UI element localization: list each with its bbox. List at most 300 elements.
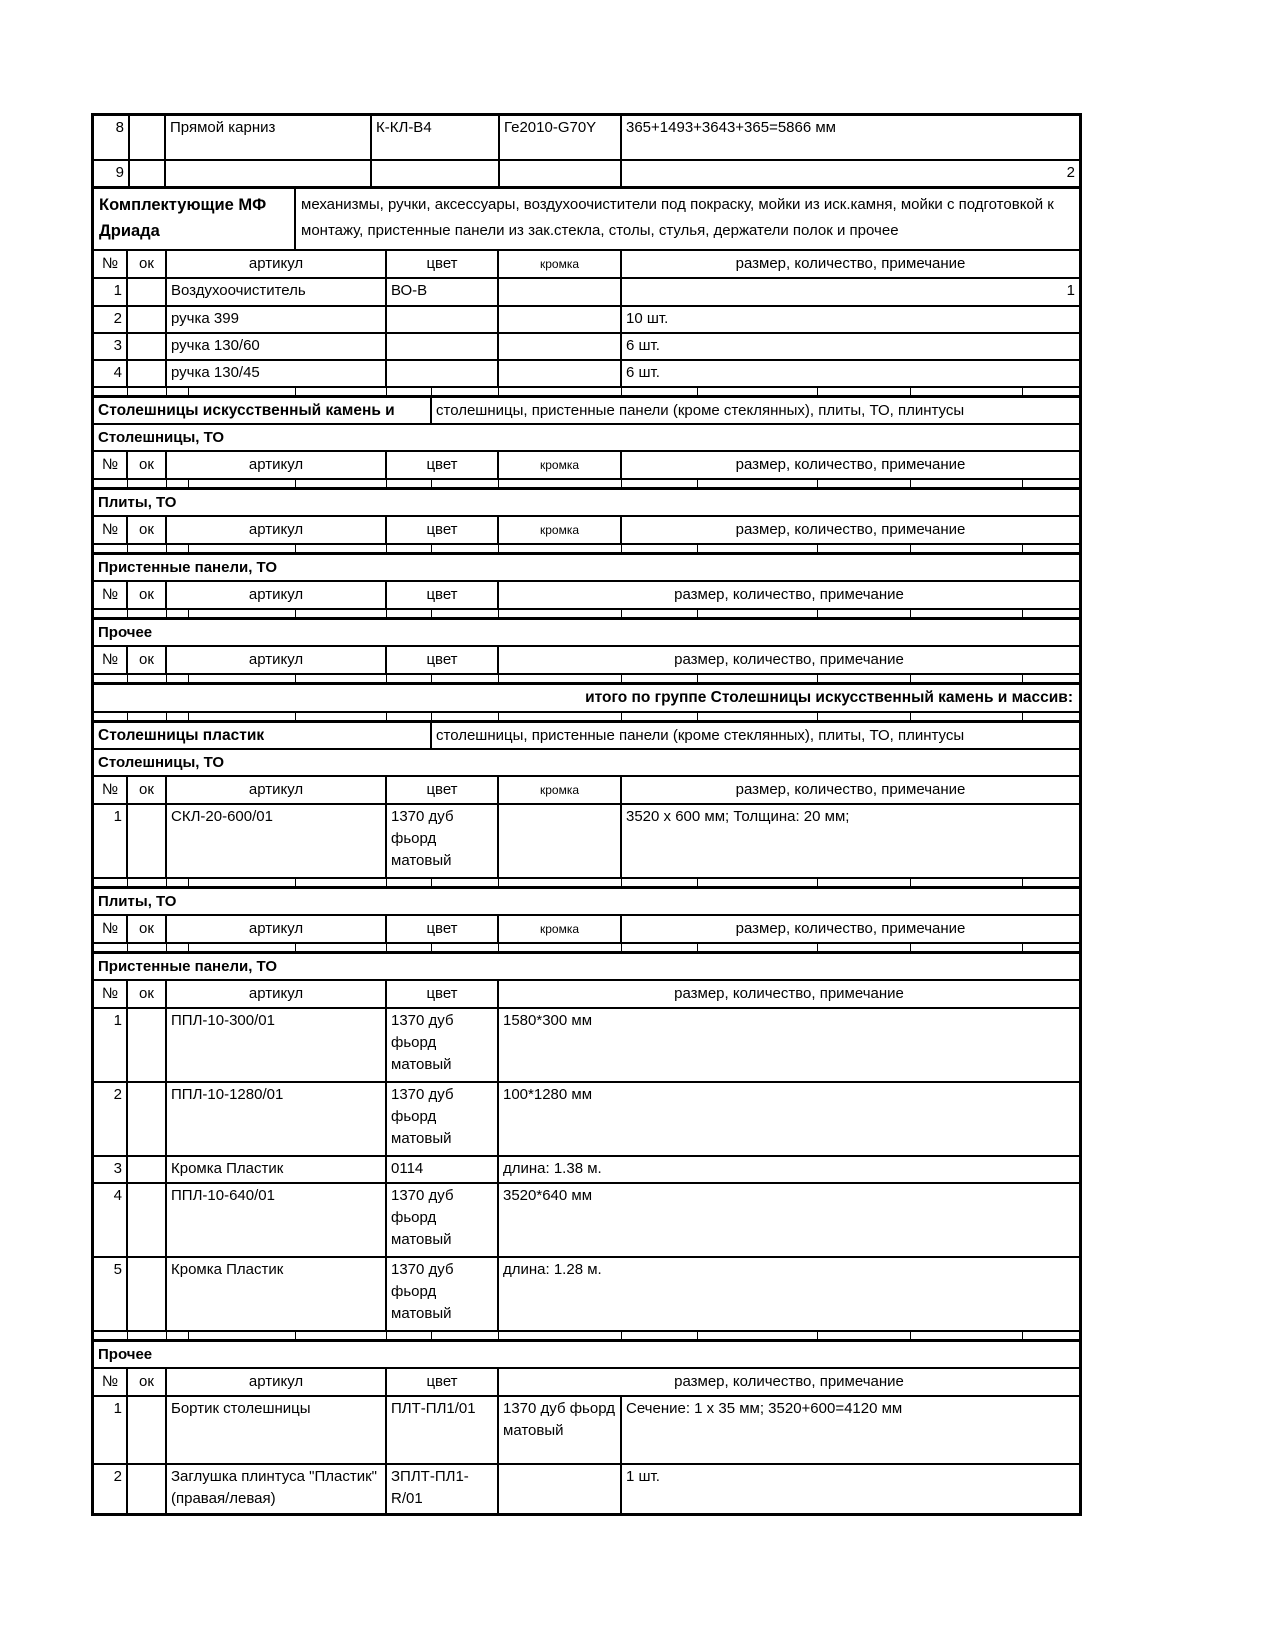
table-cell — [622, 480, 698, 487]
column-header-cell: № — [94, 251, 128, 277]
table-cell — [432, 879, 499, 886]
table-cell — [296, 610, 387, 617]
table-cell — [189, 879, 296, 886]
column-header-cell: размер, количество, примечание — [735, 920, 966, 937]
table-cell: Столешницы пластик — [94, 723, 432, 748]
column-header-cell: артикул — [167, 981, 387, 1007]
table-cell — [94, 388, 128, 395]
column-header-row — [94, 647, 1079, 675]
spacer-row — [94, 1332, 1079, 1342]
column-header-cell: цвет — [387, 647, 499, 673]
table-cell — [94, 1332, 128, 1339]
table-cell — [387, 879, 432, 886]
table-cell — [387, 944, 432, 951]
table-cell — [432, 545, 499, 552]
table-cell: 5 — [94, 1258, 128, 1330]
table-cell: Кромка Пластик — [167, 1157, 387, 1182]
table-cell — [94, 480, 128, 487]
column-header-cell: артикул — [167, 251, 387, 277]
table-cell: 2 — [94, 307, 128, 332]
column-header-cell: кромка — [499, 916, 622, 942]
table-cell — [167, 388, 189, 395]
column-header-cell: ок — [128, 777, 167, 803]
table-cell — [387, 610, 432, 617]
table-cell: 1 — [94, 1009, 128, 1081]
table-cell — [499, 805, 622, 877]
column-header-cell: артикул — [167, 1369, 387, 1395]
spacer-row — [94, 545, 1079, 555]
table-cell — [94, 545, 128, 552]
table-cell — [432, 610, 499, 617]
table-cell — [1023, 713, 1079, 720]
table-cell — [128, 675, 167, 682]
table-cell — [128, 1009, 167, 1081]
column-header-row — [94, 916, 1079, 944]
table-cell — [167, 879, 189, 886]
table-row — [94, 1157, 1079, 1184]
table-row — [94, 307, 1079, 334]
column-header-row — [94, 1369, 1079, 1397]
table-cell — [698, 1332, 818, 1339]
table-cell: 1370 дуб фьорд матовый — [387, 1184, 499, 1256]
table-cell — [911, 610, 1023, 617]
table-cell: 0114 — [387, 1157, 499, 1182]
group-total-row — [94, 685, 1079, 713]
table-cell — [128, 334, 167, 359]
table-cell — [499, 307, 622, 332]
table-cell: 2 — [94, 1465, 128, 1513]
table-row — [94, 805, 1079, 879]
column-header-row — [94, 582, 1079, 610]
table-cell: К-КЛ-В4 — [372, 116, 500, 159]
table-cell — [296, 944, 387, 951]
table-cell — [622, 879, 698, 886]
table-cell: Столешницы, ТО — [98, 428, 225, 446]
table-cell — [698, 713, 818, 720]
table-cell: механизмы, ручки, аксессуары, воздухоочистители под покраску, мойки из иск.камня, мойки с подготовкой к монтажу, пристенные панели из зак.стекла, столы, стулья, держатели полок и прочее — [301, 196, 1054, 239]
table-cell — [1023, 1332, 1079, 1339]
table-cell — [128, 388, 167, 395]
table-cell: итого по группе Столешницы искусственный камень и массив: — [585, 689, 1073, 706]
table-cell: 10 шт. — [626, 310, 669, 327]
table-cell — [130, 116, 166, 159]
subsection-title-row — [94, 425, 1079, 452]
table-cell — [432, 480, 499, 487]
table-cell — [499, 480, 622, 487]
table-cell: Ге2010-G70Y — [500, 116, 622, 159]
column-header-row — [94, 981, 1079, 1009]
table-cell — [296, 545, 387, 552]
column-header-cell: № — [94, 517, 128, 543]
table-cell — [387, 307, 499, 332]
table-cell: ручка 130/60 — [167, 334, 387, 359]
table-cell: ППЛ-10-640/01 — [167, 1184, 387, 1256]
column-header-cell: артикул — [167, 517, 387, 543]
table-cell — [296, 675, 387, 682]
table-row — [94, 1184, 1079, 1258]
table-cell: 6 шт. — [626, 337, 660, 354]
spacer-row — [94, 879, 1079, 889]
table-cell: 1 — [1066, 282, 1075, 299]
table-cell — [622, 713, 698, 720]
table-cell — [499, 361, 622, 386]
table-cell — [189, 545, 296, 552]
table-cell — [499, 713, 622, 720]
table-cell — [818, 545, 911, 552]
table-cell — [94, 610, 128, 617]
table-row — [94, 334, 1079, 361]
table-cell: Пристенные панели, ТО — [98, 558, 277, 576]
table-cell: Воздухоочиститель — [167, 279, 387, 305]
table-cell: 4 — [94, 1184, 128, 1256]
table-cell — [128, 1465, 167, 1513]
column-header-cell: цвет — [387, 452, 499, 478]
spacer-row — [94, 388, 1079, 398]
column-header-cell: № — [94, 452, 128, 478]
column-header-cell: размер, количество, примечание — [735, 781, 966, 798]
table-cell — [818, 388, 911, 395]
table-cell — [167, 480, 189, 487]
table-cell — [94, 675, 128, 682]
table-cell — [128, 1397, 167, 1463]
table-cell: Заглушка плинтуса "Пластик" (правая/левая) — [167, 1465, 387, 1513]
table-cell — [1023, 480, 1079, 487]
table-cell: Прочее — [98, 623, 153, 641]
column-header-cell: ок — [128, 647, 167, 673]
table-cell — [128, 1332, 167, 1339]
column-header-cell: размер, количество, примечание — [735, 521, 966, 538]
column-header-cell: кромка — [499, 777, 622, 803]
table-cell: Плиты, ТО — [98, 892, 177, 910]
column-header-cell: кромка — [499, 251, 622, 277]
table-cell — [911, 1332, 1023, 1339]
table-cell: 1 — [94, 279, 128, 305]
table-cell — [128, 480, 167, 487]
column-header-cell: артикул — [167, 582, 387, 608]
table-cell — [818, 675, 911, 682]
table-cell — [911, 879, 1023, 886]
column-header-cell: кромка — [499, 517, 622, 543]
table-cell: Бортик столешницы — [167, 1397, 387, 1463]
spacer-row — [94, 675, 1079, 685]
table-cell — [1023, 675, 1079, 682]
table-cell — [387, 1332, 432, 1339]
table-cell — [818, 480, 911, 487]
table-cell: Столешницы искусственный камень и — [94, 398, 432, 423]
table-cell — [911, 388, 1023, 395]
table-cell — [432, 388, 499, 395]
table-cell — [189, 388, 296, 395]
table-cell: столешницы, пристенные панели (кроме стеклянных), плиты, ТО, плинтусы — [436, 401, 965, 419]
table-cell: Пристенные панели, ТО — [98, 957, 277, 975]
table-cell: 3520 х 600 мм; Толщина: 20 мм; — [626, 808, 850, 825]
subsection-title-row — [94, 954, 1079, 981]
table-row — [94, 361, 1079, 388]
column-header-cell: цвет — [387, 251, 499, 277]
table-cell: Столешницы, ТО — [98, 753, 225, 771]
table-cell: ручка 130/45 — [167, 361, 387, 386]
table-cell — [128, 545, 167, 552]
table-cell — [622, 388, 698, 395]
table-cell — [387, 361, 499, 386]
column-header-cell: артикул — [167, 647, 387, 673]
table-cell: 1370 дуб фьорд матовый — [387, 805, 499, 877]
table-cell — [128, 1157, 167, 1182]
table-cell: 6 шт. — [626, 364, 660, 381]
table-cell — [387, 545, 432, 552]
table-cell — [387, 675, 432, 682]
table-cell — [296, 713, 387, 720]
table-cell — [387, 388, 432, 395]
table-cell — [128, 805, 167, 877]
column-header-cell: цвет — [387, 582, 499, 608]
table-cell — [499, 334, 622, 359]
column-header-cell: № — [94, 582, 128, 608]
table-cell — [130, 161, 166, 186]
table-cell — [94, 713, 128, 720]
column-header-cell: ок — [128, 981, 167, 1007]
table-cell: 1370 дуб фьорд матовый — [387, 1258, 499, 1330]
table-cell: 9 — [94, 161, 130, 186]
table-row — [94, 161, 1079, 189]
table-cell — [911, 713, 1023, 720]
column-header-cell: № — [94, 1369, 128, 1395]
table-cell — [387, 480, 432, 487]
table-cell: 1 — [94, 805, 128, 877]
table-row — [94, 116, 1079, 161]
table-cell: 1370 дуб фьорд матовый — [499, 1397, 622, 1463]
spacer-row — [94, 713, 1079, 723]
column-header-cell: цвет — [387, 981, 499, 1007]
table-cell — [622, 1332, 698, 1339]
table-cell — [128, 279, 167, 305]
table-cell — [387, 334, 499, 359]
column-header-cell: цвет — [387, 916, 499, 942]
table-cell — [499, 1465, 622, 1513]
table-cell — [189, 1332, 296, 1339]
table-cell — [499, 388, 622, 395]
table-cell — [189, 944, 296, 951]
table-cell — [1023, 879, 1079, 886]
table-cell — [698, 879, 818, 886]
section-title-row — [94, 398, 1079, 425]
table-cell — [818, 713, 911, 720]
table-cell: 8 — [94, 116, 130, 159]
table-cell: 2 — [94, 1083, 128, 1155]
table-cell — [128, 361, 167, 386]
table-cell — [818, 944, 911, 951]
table-cell — [1023, 545, 1079, 552]
table-cell — [622, 944, 698, 951]
table-cell: ПЛТ-ПЛ1/01 — [387, 1397, 499, 1463]
table-cell — [167, 610, 189, 617]
table-cell — [698, 944, 818, 951]
column-header-cell: цвет — [387, 517, 499, 543]
spacer-row — [94, 480, 1079, 490]
table-cell — [432, 944, 499, 951]
table-row — [94, 1083, 1079, 1157]
column-header-cell: размер, количество, примечание — [735, 456, 966, 473]
table-row — [94, 279, 1079, 307]
table-cell — [911, 480, 1023, 487]
table-cell — [698, 610, 818, 617]
table-cell: 3 — [94, 334, 128, 359]
table-row — [94, 1258, 1079, 1332]
table-row — [94, 1397, 1079, 1465]
table-cell — [296, 879, 387, 886]
column-header-cell: размер, количество, примечание — [674, 651, 904, 668]
subsection-title-row — [94, 889, 1079, 916]
table-cell — [499, 944, 622, 951]
column-header-cell: № — [94, 981, 128, 1007]
table-cell: Сечение: 1 х 35 мм; 3520+600=4120 мм — [626, 1400, 903, 1417]
table-cell — [1023, 944, 1079, 951]
column-header-row — [94, 251, 1079, 279]
spacer-row — [94, 944, 1079, 954]
table-cell — [296, 388, 387, 395]
table-cell: 4 — [94, 361, 128, 386]
table-cell — [296, 480, 387, 487]
table-cell: 1 шт. — [626, 1468, 660, 1485]
column-header-cell: № — [94, 916, 128, 942]
table-cell — [818, 610, 911, 617]
table-cell — [189, 675, 296, 682]
table-cell: ВО-В — [387, 279, 499, 305]
table-cell — [499, 545, 622, 552]
column-header-cell: размер, количество, примечание — [735, 255, 966, 272]
table-cell — [818, 879, 911, 886]
column-header-cell: артикул — [167, 777, 387, 803]
table-cell — [499, 610, 622, 617]
table-cell — [499, 879, 622, 886]
table-cell — [128, 944, 167, 951]
column-header-cell: ок — [128, 582, 167, 608]
table-cell — [128, 1083, 167, 1155]
table-cell: Прочее — [98, 1345, 153, 1363]
table-cell: ручка 399 — [167, 307, 387, 332]
column-header-cell: артикул — [167, 452, 387, 478]
column-header-cell: № — [94, 777, 128, 803]
table-cell: 1 — [94, 1397, 128, 1463]
table-cell — [189, 480, 296, 487]
table-cell — [128, 307, 167, 332]
table-cell — [698, 480, 818, 487]
table-cell: длина: 1.28 м. — [503, 1261, 602, 1278]
section-title-row — [94, 723, 1079, 750]
column-header-row — [94, 777, 1079, 805]
column-header-row — [94, 452, 1079, 480]
table-cell — [911, 944, 1023, 951]
section-title-row — [94, 189, 1079, 251]
table-cell — [189, 610, 296, 617]
table-cell — [128, 1258, 167, 1330]
table-cell — [622, 610, 698, 617]
column-header-cell: ок — [128, 1369, 167, 1395]
table-cell — [167, 545, 189, 552]
table-cell — [622, 675, 698, 682]
table-cell — [500, 161, 622, 186]
table-cell: Кромка Пластик — [167, 1258, 387, 1330]
table-cell: длина: 1.38 м. — [503, 1160, 602, 1177]
table-row — [94, 1009, 1079, 1083]
table-cell — [94, 879, 128, 886]
table-cell — [499, 1332, 622, 1339]
column-header-cell: артикул — [167, 916, 387, 942]
column-header-cell: размер, количество, примечание — [674, 586, 904, 603]
table-cell: ППЛ-10-1280/01 — [167, 1083, 387, 1155]
column-header-cell: ок — [128, 251, 167, 277]
table-cell — [432, 713, 499, 720]
table-cell — [698, 388, 818, 395]
table-cell: Прямой карниз — [166, 116, 372, 159]
subsection-title-row — [94, 750, 1079, 777]
table-cell: 3520*640 мм — [503, 1187, 593, 1204]
table-cell: 1370 дуб фьорд матовый — [387, 1083, 499, 1155]
subsection-title-row — [94, 555, 1079, 582]
column-header-cell: размер, количество, примечание — [674, 985, 904, 1002]
table-cell — [432, 675, 499, 682]
table-cell: 2 — [1066, 164, 1075, 181]
table-cell — [911, 545, 1023, 552]
table-cell — [1023, 388, 1079, 395]
table-cell — [167, 1332, 189, 1339]
table-cell: СКЛ-20-600/01 — [167, 805, 387, 877]
table-cell — [1023, 610, 1079, 617]
column-header-cell: ок — [128, 452, 167, 478]
table-cell — [387, 713, 432, 720]
table-cell: Плиты, ТО — [98, 493, 177, 511]
table-cell — [911, 675, 1023, 682]
column-header-cell: ок — [128, 517, 167, 543]
table-cell: ЗПЛТ-ПЛ1-R/01 — [387, 1465, 499, 1513]
subsection-title-row — [94, 1342, 1079, 1369]
table-cell: ППЛ-10-300/01 — [167, 1009, 387, 1081]
column-header-cell: ок — [128, 916, 167, 942]
table-cell — [698, 545, 818, 552]
table-row — [94, 1465, 1079, 1513]
table-cell — [432, 1332, 499, 1339]
table-cell — [94, 944, 128, 951]
table-cell — [189, 713, 296, 720]
table-cell — [128, 713, 167, 720]
subsection-title-row — [94, 620, 1079, 647]
column-header-cell: цвет — [387, 1369, 499, 1395]
table-cell — [372, 161, 500, 186]
order-spec-table — [91, 113, 1082, 1516]
table-cell — [499, 279, 622, 305]
table-cell: 3 — [94, 1157, 128, 1182]
table-cell — [622, 545, 698, 552]
column-header-cell: цвет — [387, 777, 499, 803]
table-cell: 365+1493+3643+365=5866 мм — [626, 119, 836, 136]
table-cell — [166, 161, 372, 186]
column-header-cell: № — [94, 647, 128, 673]
table-cell: 100*1280 мм — [503, 1086, 593, 1103]
table-cell — [128, 879, 167, 886]
table-cell — [167, 944, 189, 951]
table-cell — [499, 675, 622, 682]
table-cell: 1370 дуб фьорд матовый — [387, 1009, 499, 1081]
table-cell: Комплектующие МФ Дриада — [94, 189, 296, 249]
subsection-title-row — [94, 490, 1079, 517]
table-cell — [128, 1184, 167, 1256]
table-cell — [128, 610, 167, 617]
table-cell — [818, 1332, 911, 1339]
table-cell — [296, 1332, 387, 1339]
column-header-cell: размер, количество, примечание — [674, 1373, 904, 1390]
column-header-row — [94, 517, 1079, 545]
table-cell — [698, 675, 818, 682]
